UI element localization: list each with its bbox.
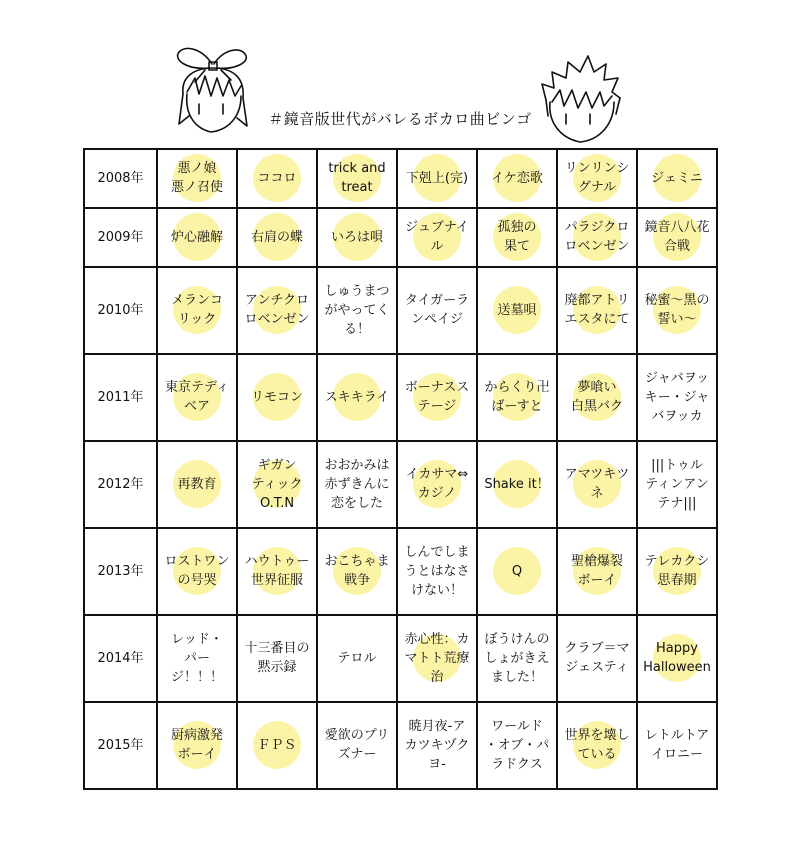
bingo-cell — [637, 615, 717, 702]
bingo-cell — [637, 208, 717, 267]
bingo-cell — [317, 149, 397, 208]
bingo-cell — [477, 267, 557, 354]
song-title: 聖槍爆裂 ボーイ — [570, 554, 623, 589]
song-title: パラジクロ ロベンゼン — [564, 220, 630, 255]
bingo-cell — [237, 354, 317, 441]
bingo-cell — [157, 528, 237, 615]
song-title: からくり卍 ばーすと — [484, 380, 550, 415]
song-title: 厨病激発 ボーイ — [170, 728, 223, 763]
song-title: ギガン ティック O.T.N — [251, 457, 303, 511]
bingo-cell — [397, 528, 477, 615]
bingo-cell — [637, 354, 717, 441]
bingo-cell — [237, 615, 317, 702]
year-label: 2012年 — [84, 441, 157, 528]
bingo-cell — [477, 354, 557, 441]
rin-character-icon — [165, 42, 260, 147]
bingo-cell — [477, 615, 557, 702]
bingo-row — [84, 208, 717, 267]
bingo-cell — [317, 208, 397, 267]
bingo-cell — [557, 149, 637, 208]
bingo-cell — [237, 441, 317, 528]
page-title: ＃鏡音版世代がバレるボカロ曲ビンゴ — [268, 110, 532, 128]
song-title: ジェミニ — [651, 170, 703, 186]
bingo-row — [84, 528, 717, 615]
song-title: しゅうまつ がやってく る！ — [324, 283, 390, 337]
bingo-cell — [557, 208, 637, 267]
year-label: 2015年 — [84, 702, 157, 789]
bingo-cell — [637, 441, 717, 528]
bingo-cell — [477, 702, 557, 789]
bingo-cell — [477, 441, 557, 528]
year-label: 2013年 — [84, 528, 157, 615]
len-character-icon — [538, 50, 623, 148]
bingo-cell — [237, 267, 317, 354]
song-title: しんでしま うとはなさ けない！ — [404, 544, 470, 598]
bingo-cell — [317, 528, 397, 615]
song-title: 炉心融解 — [170, 229, 223, 245]
song-title: 廃都アトリ エスタにて — [564, 293, 630, 328]
song-title: 秘蜜～黒の 誓い～ — [644, 293, 710, 328]
bingo-row — [84, 149, 717, 208]
bingo-cell — [237, 528, 317, 615]
bingo-row — [84, 354, 717, 441]
year-label: 2009年 — [84, 208, 157, 267]
song-title: ジュブナイ ル — [405, 220, 469, 255]
bingo-cell — [557, 267, 637, 354]
song-title: レトルトア イロニー — [644, 728, 710, 763]
bingo-cell — [157, 615, 237, 702]
song-title: おおかみは 赤ずきんに 恋をした — [324, 457, 390, 511]
bingo-cell — [557, 441, 637, 528]
song-title: 愛欲のプリ ズナー — [324, 728, 390, 763]
song-title: 暁月夜-ア カツキヅク ヨ- — [404, 718, 470, 772]
bingo-row — [84, 441, 717, 528]
bingo-cell — [317, 354, 397, 441]
song-title: Shake it！ — [484, 476, 550, 492]
song-title: テロル — [337, 650, 377, 666]
bingo-cell — [157, 354, 237, 441]
bingo-cell — [397, 149, 477, 208]
bingo-row — [84, 702, 717, 789]
bingo-cell — [557, 702, 637, 789]
song-title: アマツキツ ネ — [564, 467, 630, 502]
bingo-cell — [237, 149, 317, 208]
song-title: ぼうけんの しょがきえ ました！ — [484, 631, 550, 685]
song-title: ワールド ・オブ・パ ラドクス — [484, 718, 550, 772]
bingo-cell — [397, 702, 477, 789]
song-title: タイガーラ ンペイジ — [404, 293, 470, 328]
bingo-cell — [477, 528, 557, 615]
year-label: 2011年 — [84, 354, 157, 441]
song-title: 赤心性：カ マトト荒療 治 — [404, 631, 470, 685]
song-title: trick and treat — [328, 161, 386, 196]
bingo-cell — [637, 267, 717, 354]
bingo-cell — [477, 208, 557, 267]
bingo-cell — [397, 354, 477, 441]
bingo-cell — [237, 208, 317, 267]
song-title: 鏡音八八花 合戦 — [644, 220, 710, 255]
bingo-cell — [397, 208, 477, 267]
song-title: クラブ＝マ ジェスティ — [564, 641, 630, 676]
bingo-cell — [477, 149, 557, 208]
song-title: テレカクシ 思春期 — [644, 554, 710, 589]
bingo-grid — [83, 148, 718, 790]
song-title: Q — [511, 563, 523, 579]
song-title: ＦＰＳ — [257, 737, 297, 753]
song-title: おこちゃま 戦争 — [324, 554, 390, 589]
bingo-cell — [157, 149, 237, 208]
year-label: 2010年 — [84, 267, 157, 354]
song-title: ココロ — [257, 170, 297, 186]
song-title: 東京テディ ベア — [165, 380, 229, 415]
song-title: いろは唄 — [330, 229, 383, 245]
song-title: メランコ リック — [170, 293, 223, 328]
song-title: リモコン — [250, 389, 303, 405]
bingo-cell — [397, 615, 477, 702]
song-title: 夢喰い 白黒バク — [570, 380, 623, 415]
song-title: ボーナスス テージ — [404, 380, 470, 415]
bingo-cell — [637, 528, 717, 615]
song-title: 下剋上(完) — [405, 170, 469, 186]
year-label: 2008年 — [84, 149, 157, 208]
bingo-cell — [317, 267, 397, 354]
song-title: リンリンシ グナル — [564, 161, 630, 196]
song-title: 悪ノ娘 悪ノ召使 — [170, 161, 223, 196]
song-title: |||トゥル ティンアン テナ||| — [645, 457, 709, 511]
bingo-cell — [557, 615, 637, 702]
bingo-cell — [637, 149, 717, 208]
song-title: 再教育 — [177, 476, 217, 492]
bingo-cell — [637, 702, 717, 789]
song-title: 世界を壊し ている — [564, 728, 630, 763]
bingo-row — [84, 267, 717, 354]
song-title: 右肩の蝶 — [250, 229, 303, 245]
song-title: ロストワン の号哭 — [164, 554, 230, 589]
song-title: イカサマ⇔ カジノ — [405, 467, 469, 502]
song-title: ジャバヲッ キー・ジャ バヲッカ — [644, 370, 710, 424]
bingo-cell — [157, 702, 237, 789]
song-title: 孤独の 果て — [497, 220, 537, 255]
bingo-cell — [157, 208, 237, 267]
bingo-cell — [317, 702, 397, 789]
bingo-cell — [397, 267, 477, 354]
bingo-cell — [397, 441, 477, 528]
song-title: 十三番目の 黙示録 — [244, 641, 310, 676]
song-title: 送墓唄 — [497, 302, 537, 318]
bingo-cell — [557, 528, 637, 615]
bingo-cell — [557, 354, 637, 441]
song-title: レッド・ パー ジ！！！ — [170, 631, 223, 685]
bingo-cell — [157, 267, 237, 354]
song-title: イケ恋歌 — [491, 170, 543, 186]
song-title: アンチクロ ロベンゼン — [244, 293, 310, 328]
bingo-cell — [237, 702, 317, 789]
song-title: Happy Halloween — [643, 641, 711, 676]
song-title: スキキライ — [324, 389, 390, 405]
bingo-cell — [157, 441, 237, 528]
bingo-cell — [317, 441, 397, 528]
bingo-row — [84, 615, 717, 702]
bingo-cell — [317, 615, 397, 702]
year-label: 2014年 — [84, 615, 157, 702]
song-title: ハウトゥー 世界征服 — [244, 554, 310, 589]
